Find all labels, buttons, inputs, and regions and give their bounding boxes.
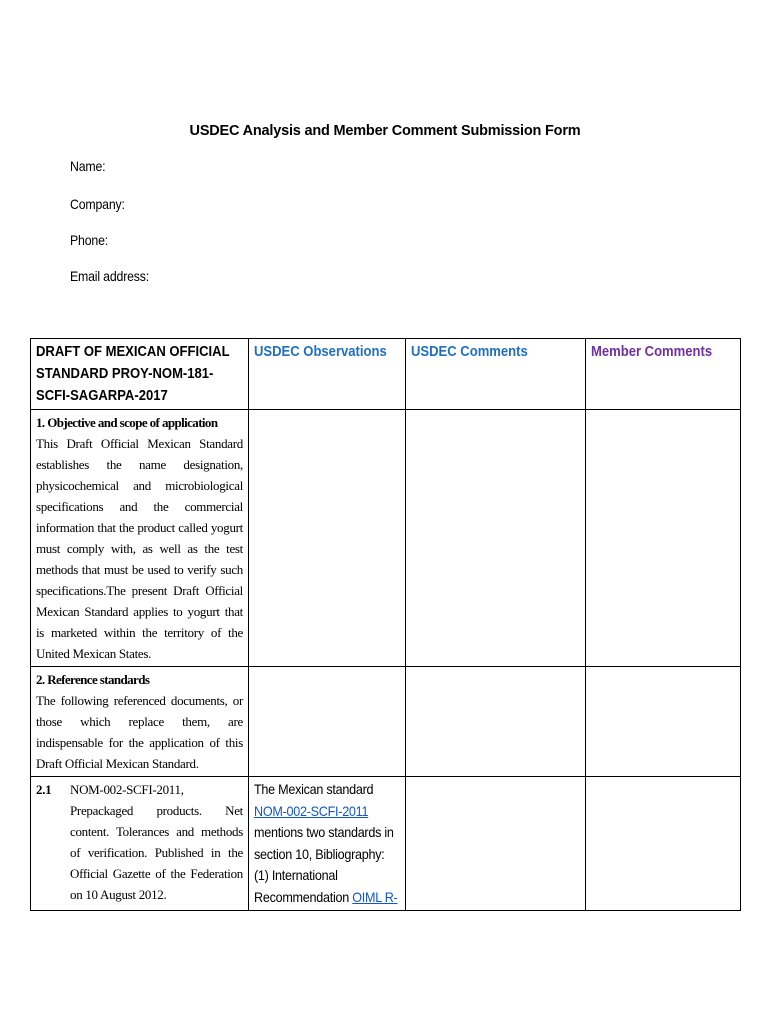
phone-field-label: Phone: [70, 232, 109, 248]
section1-title: 1. Objective and scope of application [36, 415, 218, 430]
section2-cell [31, 667, 249, 777]
table-row [31, 777, 741, 911]
observation-line: Recommendation [254, 888, 349, 905]
header-observations-cell [249, 339, 406, 410]
header-draft-cell [31, 339, 249, 410]
header-member-comments-cell [586, 339, 741, 410]
section2-comment-cell[interactable] [406, 667, 586, 777]
section2-observation-cell[interactable] [249, 667, 406, 777]
section1-member-comment-cell[interactable] [586, 410, 741, 667]
name-field-label: Name: [70, 158, 106, 174]
section2-1-observation-cell[interactable] [249, 777, 406, 911]
section2-1-observation [254, 779, 398, 908]
header-observations: USDEC Observations [254, 344, 387, 360]
header-comments: USDEC Comments [411, 344, 528, 360]
observation-line: The Mexican standard [254, 781, 374, 797]
section1-observation-cell[interactable] [249, 410, 406, 667]
form-title: USDEC Analysis and Member Comment Submission Form [189, 123, 581, 139]
section1-comment-cell[interactable] [406, 410, 586, 667]
section1-cell [31, 410, 249, 667]
section2-1-cell [31, 777, 249, 911]
section2-1-number: 2.1 [36, 782, 52, 797]
observation-line: section 10, Bibliography: [254, 845, 385, 862]
section2-1-body: NOM-002-SCFI-2011, Prepackaged products. Net content. Tolerances and methods of verification. Published in the Official Gazette of the Federation on 10 August 2012. [70, 782, 243, 902]
section2-1-member-comment-cell[interactable] [586, 777, 741, 911]
section2-body: The following referenced documents, or those which replace them, are indispensable for the application of this Draft Official Mexican Standard. [36, 693, 243, 771]
table-header-row [31, 339, 741, 410]
observation-line: (1) International [254, 867, 338, 883]
section2-title: 2. Reference standards [36, 672, 150, 687]
oiml-link[interactable]: OIML R- [352, 888, 398, 905]
table-row [31, 410, 741, 667]
comment-table [30, 338, 741, 911]
company-field-label: Company: [70, 196, 125, 212]
header-member-comments: Member Comments [591, 344, 713, 360]
header-comments-cell [406, 339, 586, 410]
header-draft: DRAFT OF MEXICAN OFFICIAL STANDARD PROY-NOM-181-SCFI-SAGARPA-2017 [36, 344, 230, 404]
table-row [31, 667, 741, 777]
section1-body: This Draft Official Mexican Standard establishes the name designation, physicochemical and microbiological specifications and the commercial information that the product called yogurt must comply with, as well as the test methods that must be used to verify such specifications.The present Draft Official Mexican Standard applies to yogurt that is marketed within the territory of the United Mexican States. [36, 436, 243, 661]
email-field-label: Email address: [70, 268, 150, 284]
section2-member-comment-cell[interactable] [586, 667, 741, 777]
observation-line: mentions two standards in [254, 824, 394, 840]
section2-1-comment-cell[interactable] [406, 777, 586, 911]
nom-002-link[interactable]: NOM-002-SCFI-2011 [254, 802, 369, 819]
